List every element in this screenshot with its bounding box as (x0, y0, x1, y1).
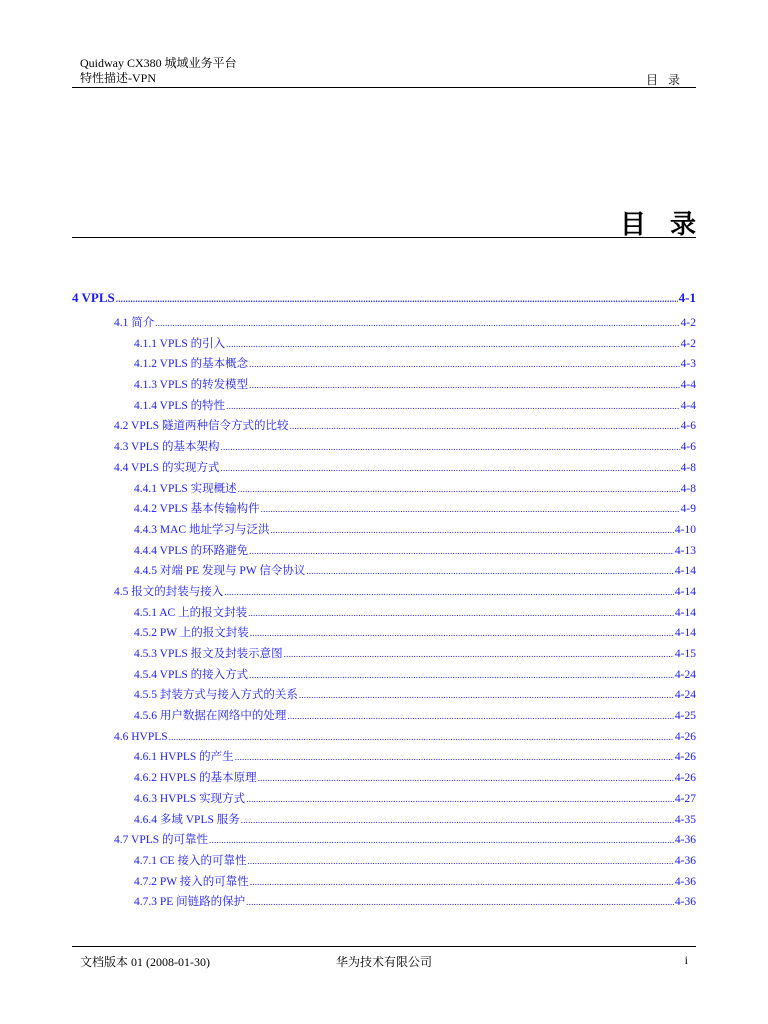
toc-entry-page: 4-27 (674, 792, 696, 805)
toc-leader-dots (249, 354, 679, 375)
toc-leader-dots (284, 644, 674, 665)
toc-entry-page: 4-4 (680, 379, 696, 392)
page-header (80, 56, 696, 86)
toc-leader-dots (235, 747, 674, 768)
toc-leader-dots (241, 810, 674, 831)
toc-entry[interactable] (72, 287, 696, 309)
header-product-name: Quidway CX380 城域业务平台 (80, 56, 237, 70)
toc-entry[interactable] (72, 334, 696, 355)
toc-leader-dots (290, 416, 680, 437)
toc-entry-page: 4-24 (674, 668, 696, 681)
toc-leader-dots (306, 561, 674, 582)
toc-entry[interactable] (72, 665, 696, 686)
toc-leader-dots (155, 313, 679, 334)
page-title: 目录 (619, 210, 720, 239)
toc-entry[interactable] (72, 520, 696, 541)
toc-entry[interactable] (72, 768, 696, 789)
toc-entry-page: 4-26 (674, 730, 696, 743)
header-document-name: 特性描述-VPN (80, 71, 157, 85)
toc-entry-page: 4-8 (680, 482, 696, 495)
toc-leader-dots (249, 375, 679, 396)
toc-entry[interactable] (72, 354, 696, 375)
toc-leader-dots (246, 892, 674, 913)
toc-entry-text: 4.1 简介 (114, 317, 155, 329)
toc-leader-dots (226, 334, 679, 355)
toc-entry[interactable] (72, 810, 696, 831)
toc-leader-dots (116, 288, 678, 310)
toc-entry-page: 4-36 (674, 896, 696, 909)
toc-leader-dots (287, 706, 674, 727)
toc-entry-page: 4-9 (680, 503, 696, 516)
toc-entry-page: 4-8 (680, 461, 696, 474)
toc-leader-dots (261, 499, 680, 520)
toc-leader-dots (221, 458, 680, 479)
toc-entry-text: 4.5.6 用户数据在网络中的处理 (134, 710, 287, 723)
toc-entry[interactable] (72, 706, 696, 727)
toc-entry-text: 4.4.4 VPLS 的环路避免 (134, 544, 249, 557)
footer-page-number: i (684, 953, 688, 967)
footer-company: 华为技术有限公司 (336, 955, 433, 969)
toc-entry[interactable] (72, 313, 696, 334)
toc-leader-dots (209, 830, 674, 851)
toc-entry-page: 4-1 (678, 290, 696, 305)
toc-entry-text: 4.4.5 对端 PE 发现与 PW 信令协议 (134, 565, 306, 578)
toc-entry[interactable] (72, 872, 696, 893)
toc-entry[interactable] (72, 437, 696, 458)
toc-entry-text: 4.3 VPLS 的基本架构 (114, 441, 220, 454)
toc-entry-text: 4.7 VPLS 的可靠性 (114, 834, 209, 847)
toc-entry[interactable] (72, 499, 696, 520)
header-section-name: 目录 (645, 73, 690, 87)
toc-leader-dots (248, 603, 674, 624)
toc-entry-text: 4.1.2 VPLS 的基本概念 (134, 358, 249, 371)
toc-leader-dots (224, 582, 674, 603)
toc-entry[interactable] (72, 561, 696, 582)
toc-entry-page: 4-14 (674, 565, 696, 578)
toc-entry[interactable] (72, 375, 696, 396)
toc-entry-text: 4.7.2 PW 接入的可靠性 (134, 875, 249, 888)
toc-entry-page: 4-24 (674, 689, 696, 702)
toc-leader-dots (249, 541, 674, 562)
toc-entry-text: 4.6.4 多域 VPLS 服务 (134, 813, 240, 826)
toc-entry-text: 4.4.1 VPLS 实现概述 (134, 482, 237, 495)
toc-entry[interactable] (72, 623, 696, 644)
toc-entry-page: 4-36 (674, 875, 696, 888)
toc-entry[interactable] (72, 396, 696, 417)
toc-leader-dots (247, 851, 673, 872)
toc-leader-dots (258, 768, 674, 789)
toc-entry-text: 4.5.4 VPLS 的接入方式 (134, 668, 249, 681)
toc-entry-text: 4.2 VPLS 隧道两种信令方式的比较 (114, 420, 289, 433)
toc-entry-page: 4-25 (674, 710, 696, 723)
toc-entry-text: 4.5.2 PW 上的报文封装 (134, 627, 249, 640)
toc-entry[interactable] (72, 582, 696, 603)
toc-entry-page: 4-2 (680, 337, 696, 350)
footer-version: 文档版本 01 (2008-01-30) (80, 955, 210, 969)
toc-entry-page: 4-10 (674, 523, 696, 536)
toc-entry-text: 4.6 HVPLS (114, 730, 168, 743)
toc-entry-page: 4-26 (674, 751, 696, 764)
toc-entry-text: 4 VPLS (72, 290, 115, 305)
toc-leader-dots (270, 520, 673, 541)
toc-entry[interactable] (72, 851, 696, 872)
toc-entry-text: 4.5.3 VPLS 报文及封装示意图 (134, 648, 283, 660)
footer-divider (72, 946, 696, 947)
toc-entry[interactable] (72, 892, 696, 913)
toc-leader-dots (238, 479, 680, 500)
toc-entry-page: 4-26 (674, 772, 696, 785)
toc-leader-dots (169, 727, 674, 748)
toc-entry-page: 4-36 (674, 834, 696, 847)
toc-entry[interactable] (72, 644, 696, 665)
toc-entry-page: 4-6 (680, 420, 696, 433)
toc-entry[interactable] (72, 541, 696, 562)
toc-entry-page: 4-4 (680, 399, 696, 412)
toc-entry-text: 4.7.1 CE 接入的可靠性 (134, 854, 247, 867)
toc-entry-page: 4-3 (680, 358, 696, 371)
toc-entry-text: 4.6.2 HVPLS 的基本原理 (134, 772, 257, 785)
toc-entry[interactable] (72, 727, 696, 748)
toc-entry-text: 4.6.1 HVPLS 的产生 (134, 751, 234, 764)
toc-entry[interactable] (72, 458, 696, 479)
toc-entry-page: 4-6 (680, 441, 696, 454)
toc-entry-page: 4-14 (674, 627, 696, 640)
header-divider (72, 87, 696, 88)
toc-leader-dots (250, 872, 674, 893)
toc-entry-page: 4-13 (674, 544, 696, 557)
toc-leader-dots (250, 623, 674, 644)
toc-entry-page: 4-35 (674, 813, 696, 826)
table-of-contents (72, 287, 696, 913)
title-divider (72, 237, 696, 238)
toc-entry-text: 4.7.3 PE 间链路的保护 (134, 896, 246, 909)
toc-entry-text: 4.4 VPLS 的实现方式 (114, 461, 220, 474)
toc-leader-dots (299, 685, 674, 706)
toc-entry-text: 4.5.1 AC 上的报文封装 (134, 606, 248, 619)
toc-entry-text: 4.1.4 VPLS 的特性 (134, 399, 226, 412)
toc-entry-text: 4.1.3 VPLS 的转发模型 (134, 379, 249, 392)
toc-entry[interactable] (72, 685, 696, 706)
toc-entry[interactable] (72, 789, 696, 810)
toc-entry-page: 4-2 (680, 317, 696, 329)
toc-entry-text: 4.1.1 VPLS 的引入 (134, 337, 226, 350)
toc-entry-page: 4-15 (674, 648, 696, 660)
toc-leader-dots (226, 396, 679, 417)
toc-leader-dots (221, 437, 680, 458)
toc-entry-text: 4.4.3 MAC 地址学习与泛洪 (134, 523, 270, 536)
toc-entry[interactable] (72, 830, 696, 851)
toc-entry-text: 4.4.2 VPLS 基本传输构件 (134, 503, 260, 516)
toc-entry[interactable] (72, 416, 696, 437)
toc-entry-text: 4.5 报文的封装与接入 (114, 585, 224, 598)
toc-leader-dots (249, 665, 674, 686)
toc-leader-dots (246, 789, 674, 810)
toc-entry-page: 4-14 (674, 585, 696, 598)
toc-entry-text: 4.6.3 HVPLS 实现方式 (134, 792, 246, 805)
toc-entry[interactable] (72, 747, 696, 768)
toc-entry[interactable] (72, 603, 696, 624)
toc-entry-text: 4.5.5 封装方式与接入方式的关系 (134, 689, 298, 702)
toc-entry[interactable] (72, 479, 696, 500)
toc-entry-page: 4-14 (674, 606, 696, 619)
toc-entry-page: 4-36 (674, 854, 696, 867)
